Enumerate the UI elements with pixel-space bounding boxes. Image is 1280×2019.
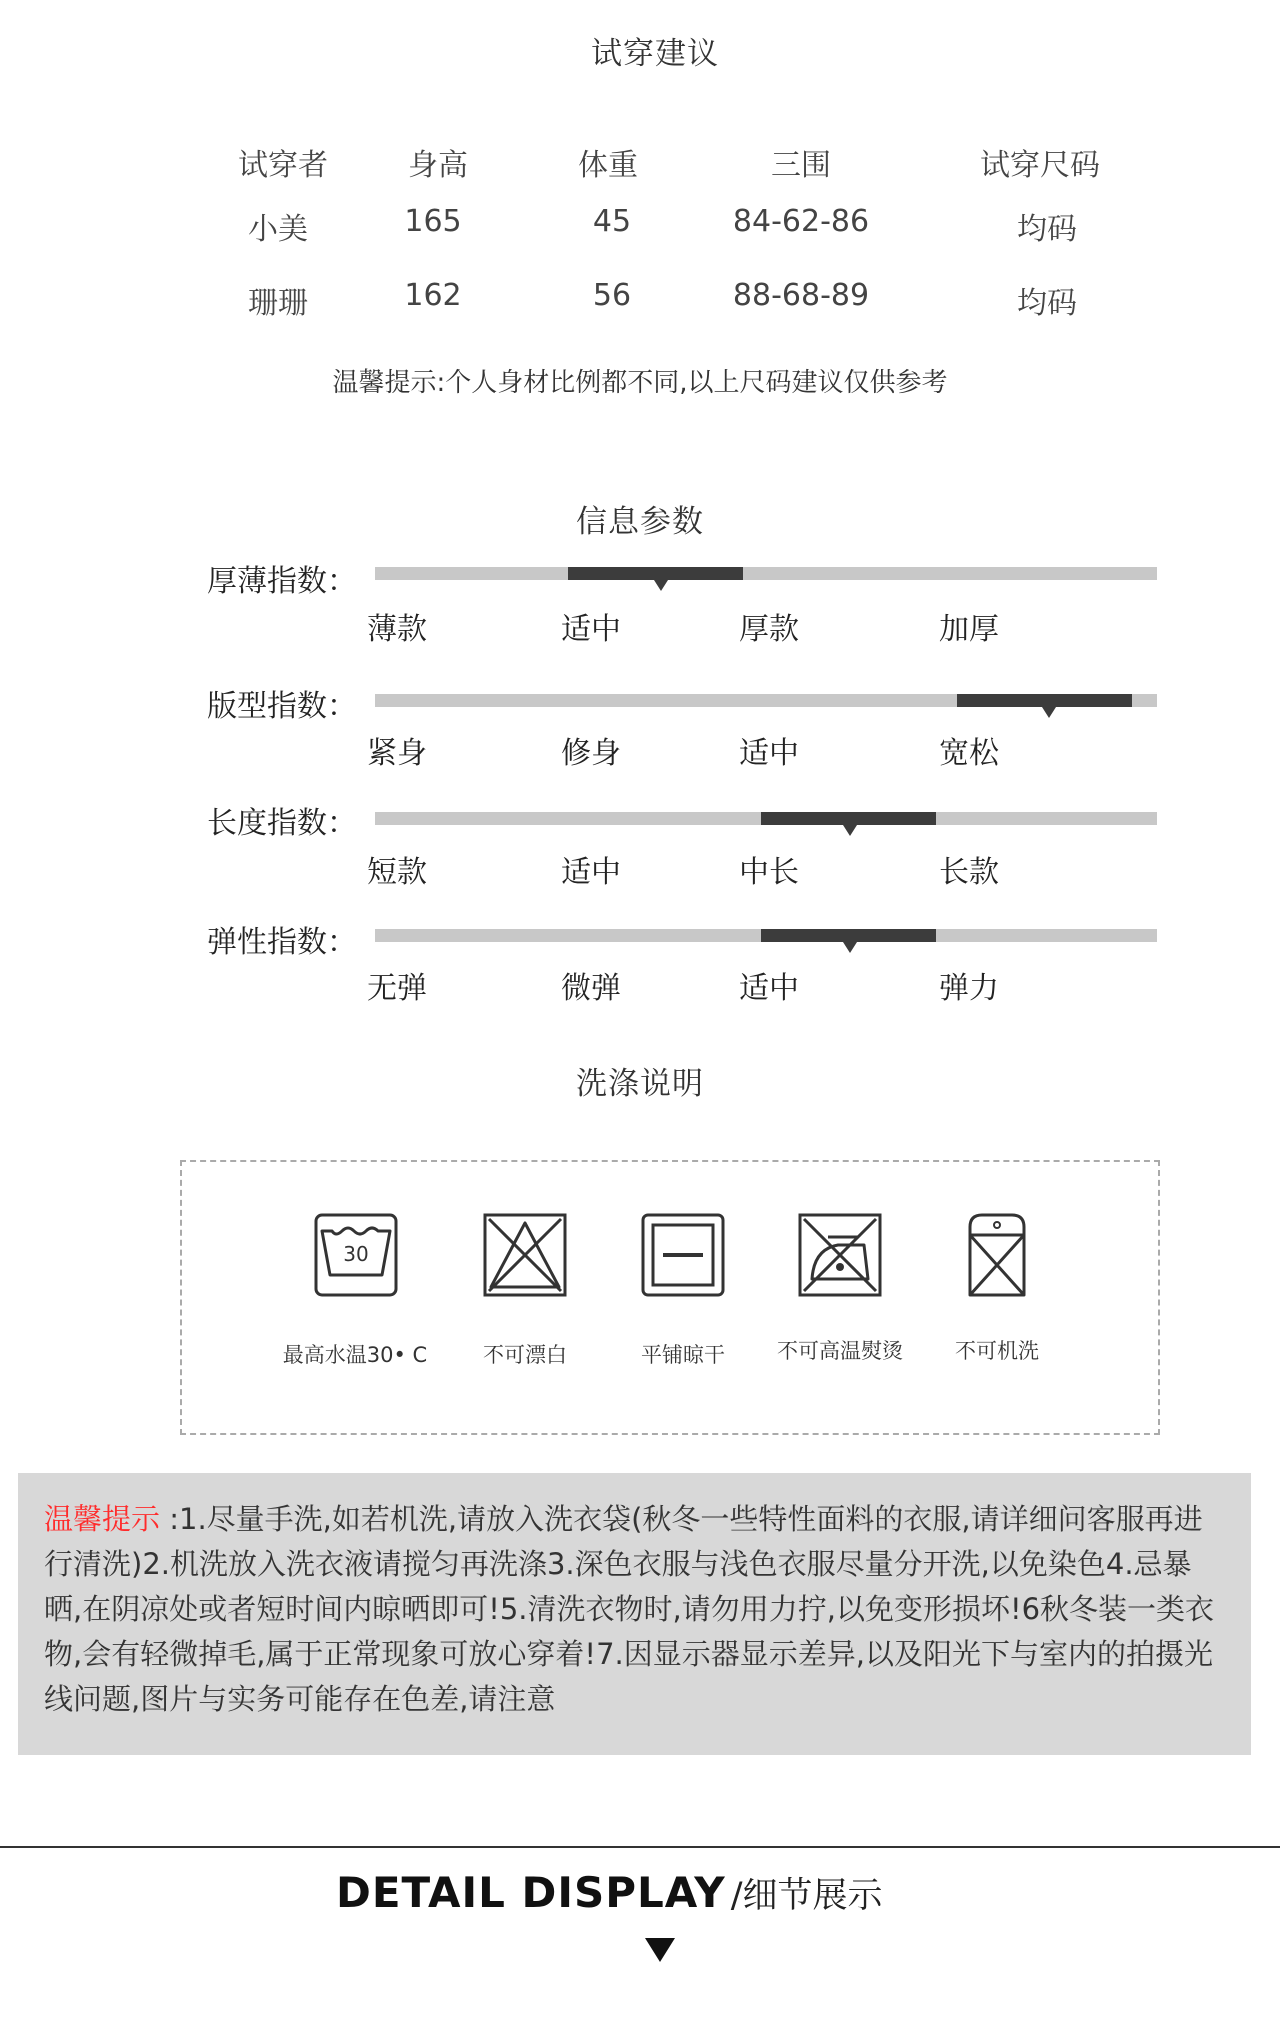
section-divider — [0, 1846, 1280, 1848]
param-selected-segment-2 — [957, 694, 1132, 707]
wash-label-4: 不可高温熨烫 — [777, 1339, 903, 1363]
param-pointer-3 — [843, 825, 857, 836]
tryon-header-measurements: 三围 — [771, 148, 831, 183]
no-machine-wash-icon — [964, 1211, 1030, 1299]
param-4-option-2: 微弹 — [561, 971, 621, 1006]
param-2-option-4: 宽松 — [939, 736, 999, 771]
detail-title: DETAIL DISPLAY — [336, 1868, 726, 1917]
param-1-option-4: 加厚 — [939, 612, 999, 647]
table-row-1-size: 均码 — [1017, 212, 1077, 247]
table-row-1-weight: 45 — [592, 204, 632, 239]
wash-label-3: 平铺晾干 — [641, 1343, 725, 1367]
param-selected-segment-4 — [761, 929, 936, 942]
tips-body: :1.尽量手洗,如若机洗,请放入洗衣袋(秋冬一些特性面料的衣服,请详细问客服再进行清洗)2.机洗放入洗衣液请搅匀再洗涤3.深色衣服与浅色衣服尽量分开洗,以免染色4.忌暴晒,在阴凉处或者短时间内晾晒即可!5.清洗衣物时,请勿用力拧,以免变形损坏!6秋冬装一类衣物,会有轻微掉毛,属于正常现象可放心穿着!7.因显示器显示差异,以及阳光下与室内的拍摄光线问题,图片与实务可能存在色差,请注意 — [44, 1502, 1215, 1716]
wash-title: 洗涤说明 — [576, 1066, 704, 1102]
wash-30-icon — [314, 1213, 398, 1297]
tryon-title: 试穿建议 — [591, 36, 719, 72]
detail-subtitle: /细节展示 — [730, 1876, 883, 1916]
no-bleach-icon — [483, 1213, 567, 1297]
wash-label-2: 不可漂白 — [483, 1343, 567, 1367]
table-row-1-height: 165 — [404, 204, 462, 239]
tryon-header-size: 试穿尺码 — [980, 148, 1100, 183]
info-title: 信息参数 — [576, 504, 704, 540]
param-3-option-2: 适中 — [561, 855, 621, 890]
tryon-header-weight: 体重 — [578, 148, 638, 183]
table-row-1-name: 小美 — [248, 212, 308, 247]
care-tips-panel — [18, 1473, 1251, 1755]
param-pointer-4 — [843, 942, 857, 953]
param-selected-segment-1 — [568, 567, 743, 580]
param-3-option-4: 长款 — [939, 855, 999, 890]
wash-instructions-box — [180, 1160, 1160, 1435]
table-row-2-height: 162 — [404, 278, 462, 313]
param-1-option-1: 薄款 — [367, 612, 427, 647]
param-1-option-3: 厚款 — [739, 612, 799, 647]
table-row-2-measurements: 88-68-89 — [732, 278, 870, 313]
param-label-1: 厚薄指数： — [207, 564, 357, 599]
param-2-option-1: 紧身 — [367, 736, 427, 771]
param-pointer-1 — [654, 580, 668, 591]
param-selected-segment-3 — [761, 812, 936, 825]
table-row-1-measurements: 84-62-86 — [732, 204, 870, 239]
param-4-option-1: 无弹 — [367, 971, 427, 1006]
tryon-header-height: 身高 — [408, 148, 468, 183]
param-2-option-3: 适中 — [739, 736, 799, 771]
param-4-option-4: 弹力 — [939, 971, 999, 1006]
param-3-option-1: 短款 — [367, 855, 427, 890]
param-3-option-3: 中长 — [739, 855, 799, 890]
wash-temp-text: 30 — [343, 1242, 369, 1266]
wash-label-5: 不可机洗 — [955, 1339, 1039, 1363]
param-4-option-3: 适中 — [739, 971, 799, 1006]
down-arrow-icon — [645, 1938, 675, 1962]
dry-flat-icon — [641, 1213, 725, 1297]
param-label-4: 弹性指数： — [207, 925, 357, 960]
tips-title: 温馨提示 — [44, 1502, 170, 1536]
tryon-note: 温馨提示:个人身材比例都不同,以上尺码建议仅供参考 — [332, 368, 948, 398]
param-track-1 — [375, 567, 1157, 580]
table-row-2-size: 均码 — [1017, 286, 1077, 321]
param-label-2: 版型指数： — [207, 689, 357, 724]
table-row-2-weight: 56 — [592, 278, 632, 313]
param-pointer-2 — [1042, 707, 1056, 718]
param-label-3: 长度指数： — [207, 806, 357, 841]
param-2-option-2: 修身 — [561, 736, 621, 771]
param-1-option-2: 适中 — [561, 612, 621, 647]
detail-heading — [336, 1868, 1016, 1928]
table-row-2-name: 珊珊 — [248, 286, 308, 321]
wash-label-1: 最高水温30• C — [282, 1343, 428, 1367]
tryon-header-model: 试穿者 — [238, 148, 328, 183]
no-iron-icon — [798, 1213, 882, 1297]
